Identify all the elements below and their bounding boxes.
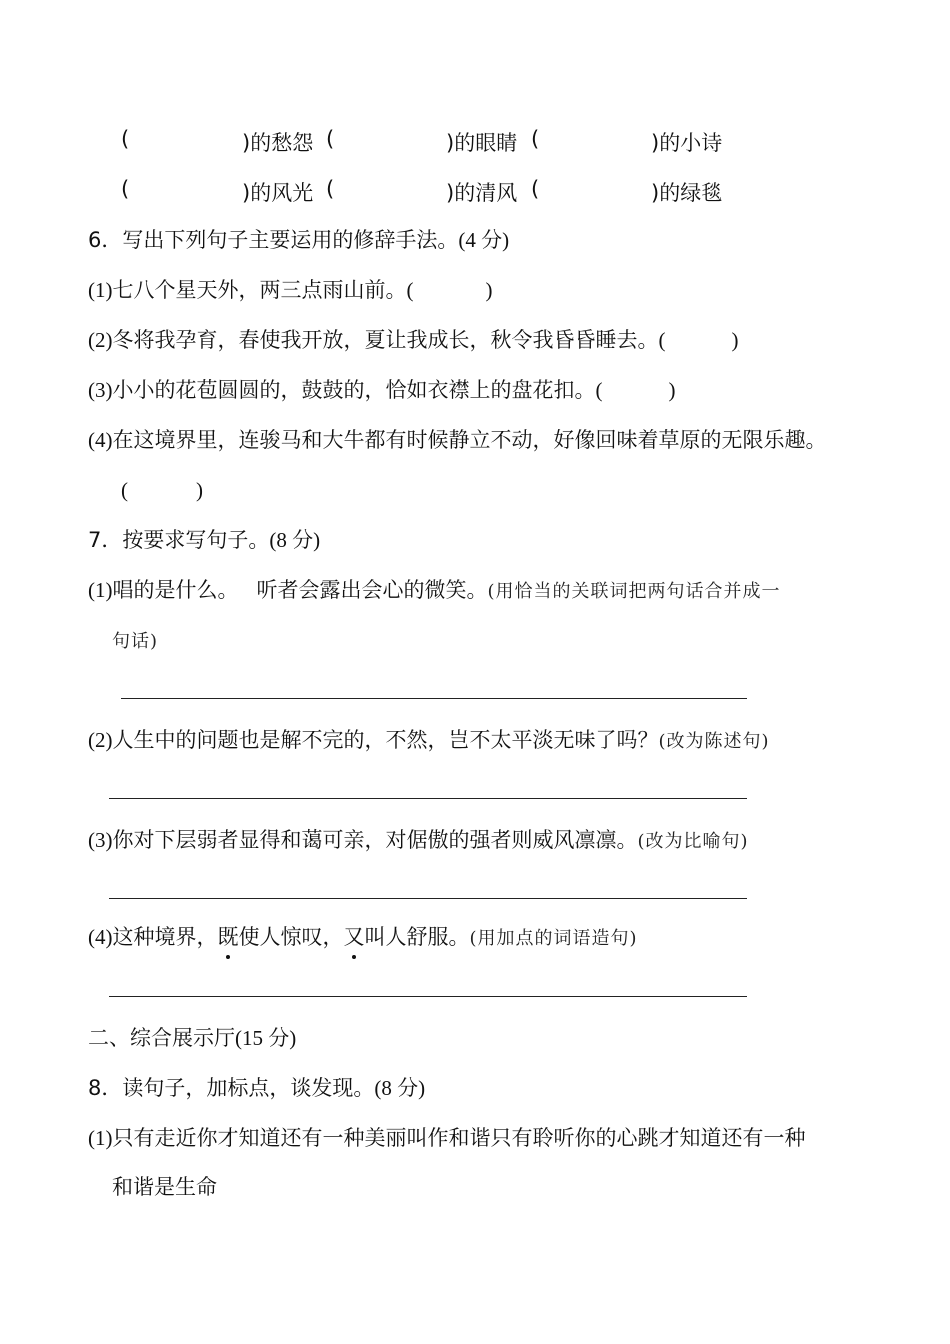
answer-paren-open: ( <box>121 478 128 502</box>
emphasis-dotted-word: 又 <box>343 925 365 949</box>
q8-item-1 <box>88 1124 806 1152</box>
q6-item-1 <box>88 276 493 304</box>
item-text: 使人惊叹， <box>238 925 344 949</box>
instruction-note: (改为比喻句) <box>637 831 749 852</box>
item-number: (3) <box>88 828 113 852</box>
answer-paren-close: ) <box>668 378 676 402</box>
fill-suffix: )的眼睛 <box>446 131 518 155</box>
q8-title: 8．读句子，加标点，谈发现。 <box>88 1076 375 1100</box>
q6-title: 6．写出下列句子主要运用的修辞手法。 <box>88 228 459 252</box>
q7-score: (8 分) <box>269 528 321 552</box>
item-text: 和谐是生命 <box>112 1175 217 1199</box>
blank-paren-open: ( <box>121 177 130 201</box>
section-2-heading <box>88 1024 296 1052</box>
item-number: (1) <box>88 578 113 602</box>
q6-item-4-answer <box>121 476 203 504</box>
instruction-note: (用恰当的关联词把两句话合并成一 <box>487 581 781 602</box>
answer-paren-open: ( <box>406 278 414 302</box>
fill-suffix: )的风光 <box>242 181 314 205</box>
section-score: (15 分) <box>235 1026 297 1050</box>
item-text: 七八个星天外，两三点雨山前。 <box>112 278 407 302</box>
item-text: 你对下层弱者显得和蔼可亲，对倨傲的强者则威风凛凛。 <box>112 828 638 852</box>
q8-score: (8 分) <box>374 1076 426 1100</box>
answer-line[interactable] <box>109 798 747 799</box>
item-text: 这种境界， <box>112 925 218 949</box>
blank-paren-open: ( <box>121 127 130 151</box>
q6-heading <box>88 226 509 254</box>
answer-paren-close: ) <box>196 478 203 502</box>
item-number: (1) <box>88 1126 113 1150</box>
q8-item-1-cont <box>112 1173 217 1201</box>
item-text: 只有走近你才知道还有一种美丽叫作和谐只有聆听你的心跳才知道还有一种 <box>112 1126 806 1150</box>
q6-item-3 <box>88 376 676 404</box>
item-text: 听者会露出会心的微笑。 <box>256 578 488 602</box>
item-number: (3) <box>88 378 113 402</box>
item-number: (1) <box>88 278 113 302</box>
answer-line[interactable] <box>109 898 747 899</box>
item-text: 冬将我孕育，春使我开放，夏让我成长，秋令我昏昏睡去。 <box>112 328 659 352</box>
instruction-note: 句话) <box>112 631 159 652</box>
q7-item-2 <box>88 726 770 756</box>
item-number: (4) <box>88 428 113 452</box>
instruction-note: (改为陈述句) <box>658 731 770 752</box>
fill-suffix: )的清风 <box>446 181 518 205</box>
answer-paren-open: ( <box>658 328 666 352</box>
emphasis-dotted-word: 既 <box>217 925 239 949</box>
blank-paren-open: ( <box>326 177 335 201</box>
item-number: (2) <box>88 328 113 352</box>
blank-paren-open: ( <box>531 127 540 151</box>
q6-item-2 <box>88 326 739 354</box>
item-text: 人生中的问题也是解不完的，不然，岂不太平淡无味了吗？ <box>112 728 659 752</box>
fill-suffix: )的小诗 <box>651 131 723 155</box>
answer-paren-open: ( <box>595 378 603 402</box>
q6-score: (4 分) <box>458 228 510 252</box>
item-text: 唱的是什么。 <box>112 578 239 602</box>
answer-paren-close: ) <box>731 328 739 352</box>
item-text: 在这境界里，连骏马和大牛都有时候静立不动，好像回味着草原的无限乐趣。 <box>112 428 827 452</box>
q7-title: 7．按要求写句子。 <box>88 528 270 552</box>
q6-item-4 <box>88 426 827 454</box>
fill-suffix: )的绿毯 <box>651 181 723 205</box>
item-number: (4) <box>88 925 113 949</box>
answer-line[interactable] <box>109 996 747 997</box>
blank-paren-open: ( <box>531 177 540 201</box>
instruction-note: (用加点的词语造句) <box>469 928 638 949</box>
item-number: (2) <box>88 728 113 752</box>
q7-item-3 <box>88 826 749 856</box>
section-title: 二、综合展示厅 <box>88 1026 235 1050</box>
q7-item-4 <box>88 923 638 953</box>
q7-item-1 <box>88 576 781 606</box>
blank-paren-open: ( <box>326 127 335 151</box>
fill-suffix: )的愁怨 <box>242 131 314 155</box>
q7-heading <box>88 526 320 554</box>
q8-heading <box>88 1074 425 1102</box>
answer-paren-close: ) <box>485 278 493 302</box>
item-text: 叫人舒服。 <box>364 925 470 949</box>
item-text: 小小的花苞圆圆的，鼓鼓的，恰如衣襟上的盘花扣。 <box>112 378 596 402</box>
answer-line[interactable] <box>121 698 747 699</box>
q7-item-1-cont <box>112 626 158 656</box>
